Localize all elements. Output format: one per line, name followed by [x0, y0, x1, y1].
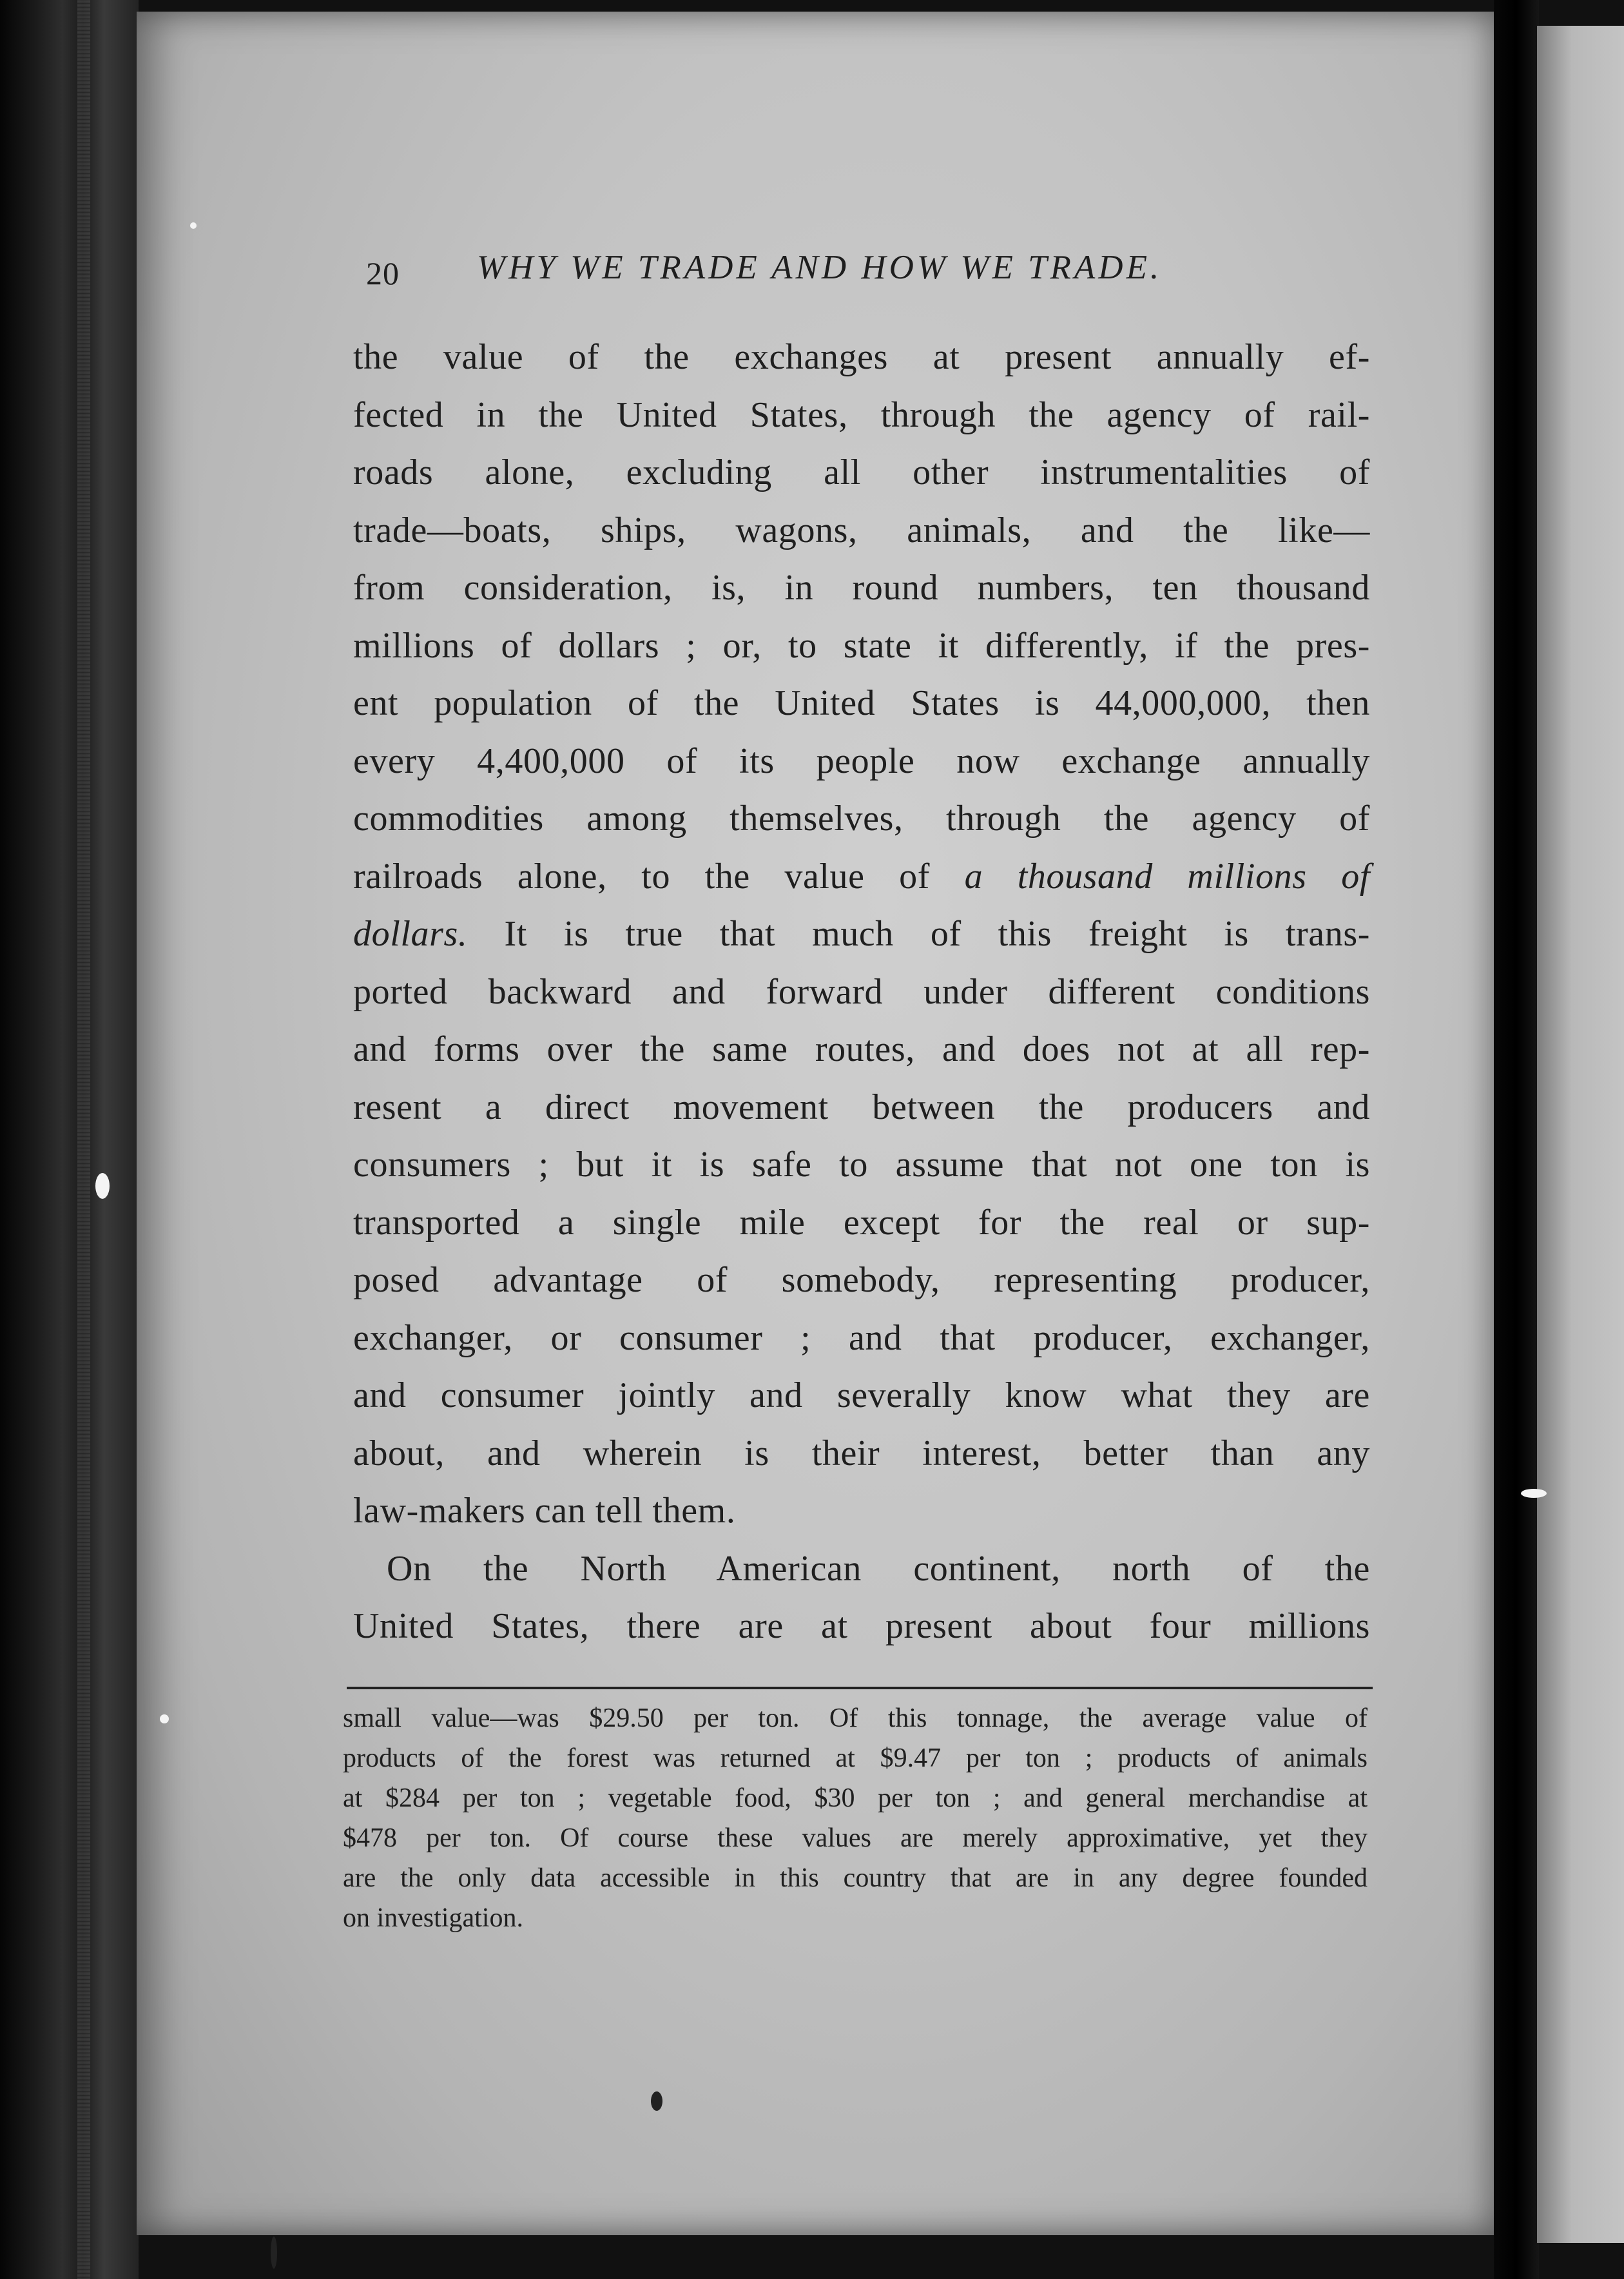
scan-speck	[95, 1173, 110, 1199]
text-line	[353, 906, 1370, 964]
text-line: and forms over the same routes, and does not at all rep-	[353, 1029, 1370, 1069]
footnote-line: at $284 per ton ; vegetable food, $30 per ton ; and general merchandise at	[343, 1783, 1368, 1813]
text-line: transported a single mile except for the real or sup-	[353, 1202, 1370, 1243]
text-line: the value of the exchanges at present annually ef-	[353, 337, 1370, 377]
text-line: posed advantage of somebody, representing producer,	[353, 1260, 1370, 1300]
text-line: about, and wherein is their interest, better than any	[353, 1433, 1370, 1473]
italic-emphasis: dollars.	[353, 914, 468, 954]
text-line: trade—boats, ships, wagons, animals, and the like—	[353, 510, 1370, 550]
footnote-line: are the only data accessible in this country that are in any degree founded	[343, 1863, 1368, 1893]
italic-emphasis: a thousand millions of	[964, 856, 1370, 897]
text-line	[353, 848, 1370, 906]
page-number: 20	[366, 255, 400, 291]
text-line: and consumer jointly and severally know what they are	[353, 1375, 1370, 1415]
footnote-separator-rule	[347, 1687, 1373, 1689]
scan-speck	[651, 2091, 662, 2111]
scan-speck	[190, 222, 197, 229]
book-binding-edge	[0, 0, 139, 2279]
footnote-line: products of the forest was returned at $9.47 per ton ; products of animals	[343, 1743, 1368, 1773]
main-text-block	[353, 329, 1370, 1656]
text-line: resent a direct movement between the producers and	[353, 1087, 1370, 1127]
text-line: consumers ; but it is safe to assume that not one ton is	[353, 1145, 1370, 1185]
text-line: commodities among themselves, through the agency of	[353, 799, 1370, 839]
text-line: exchanger, or consumer ; and that producer, exchanger,	[353, 1317, 1370, 1358]
footnote-block	[343, 1698, 1368, 1938]
running-title: WHY WE TRADE AND HOW WE TRADE.	[477, 249, 1163, 286]
text-line: every 4,400,000 of its people now exchange annually	[353, 741, 1370, 781]
text-line: law-makers can tell them.	[353, 1491, 736, 1531]
text-line: from consideration, is, in round numbers, ten thousand	[353, 568, 1370, 608]
page-gutter-shadow	[1494, 0, 1539, 2279]
footnote-line: small value—was $29.50 per ton. Of this tonnage, the average value of	[343, 1703, 1368, 1733]
scan-speck	[1521, 1489, 1547, 1498]
adjacent-page-edge	[1537, 26, 1624, 2243]
footnote-line: $478 per ton. Of course these values are merely approximative, yet they	[343, 1823, 1368, 1853]
plain-text: It is true that much of this freight is trans-	[467, 914, 1370, 954]
text-line: roads alone, excluding all other instrumentalities of	[353, 452, 1370, 492]
text-line: millions of dollars ; or, to state it differently, if the pres-	[353, 625, 1370, 666]
text-line: United States, there are at present about four millions	[353, 1606, 1370, 1646]
text-line: ent population of the United States is 44,000,000, then	[353, 683, 1370, 723]
text-line: ported backward and forward under different conditions	[353, 971, 1370, 1012]
footnote-line: on investigation.	[343, 1903, 523, 1933]
scan-speck	[160, 1714, 169, 1723]
paragraph-start-line: On the North American continent, north of the	[387, 1548, 1370, 1589]
plain-text: railroads alone, to the value of	[353, 856, 965, 897]
scan-speck	[271, 2236, 277, 2269]
text-line: fected in the United States, through the agency of rail-	[353, 394, 1370, 435]
